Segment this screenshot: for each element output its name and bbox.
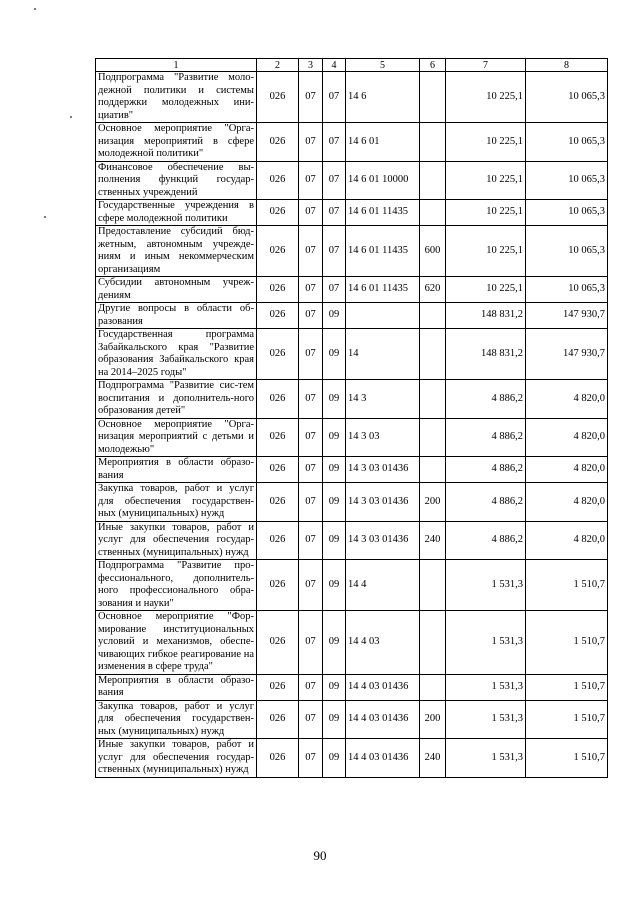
amount-cell: 1 531,3 [446, 560, 526, 611]
section-cell: 07 [299, 560, 323, 611]
subsection-cell: 07 [323, 123, 346, 162]
table-row [96, 380, 608, 419]
amount-cell: 1 510,7 [526, 739, 608, 778]
table-row [96, 418, 608, 457]
subsection-cell: 09 [323, 483, 346, 522]
subsection-cell: 09 [323, 329, 346, 380]
section-cell: 07 [299, 226, 323, 277]
admin-code-cell: 026 [257, 700, 299, 739]
admin-code-cell: 026 [257, 483, 299, 522]
subsection-cell: 09 [323, 611, 346, 675]
section-cell: 07 [299, 161, 323, 200]
column-header: 4 [323, 59, 346, 72]
expense-type-cell [420, 200, 446, 226]
admin-code-cell: 026 [257, 560, 299, 611]
budget-table [95, 58, 608, 778]
amount-cell: 10 065,3 [526, 277, 608, 303]
expense-type-cell [420, 611, 446, 675]
target-article-cell: 14 3 [346, 380, 420, 419]
amount-cell: 10 065,3 [526, 161, 608, 200]
column-header: 1 [96, 59, 257, 72]
scan-speck [70, 116, 72, 118]
table-row [96, 123, 608, 162]
table-body [96, 72, 608, 778]
row-name-cell: Государственные учреждения в сфере молодежной политики [96, 200, 257, 226]
scan-speck [34, 8, 36, 10]
section-cell: 07 [299, 329, 323, 380]
expense-type-cell [420, 380, 446, 419]
target-article-cell: 14 3 03 01436 [346, 483, 420, 522]
amount-cell: 10 225,1 [446, 226, 526, 277]
amount-cell: 147 930,7 [526, 303, 608, 329]
subsection-cell: 09 [323, 739, 346, 778]
section-cell: 07 [299, 521, 323, 560]
amount-cell: 4 820,0 [526, 418, 608, 457]
subsection-cell: 07 [323, 161, 346, 200]
row-name-cell: Подпрограмма "Развитие сис-тем воспитания и дополнитель-ного образования детей" [96, 380, 257, 419]
row-name-cell: Государственная программа Забайкальского края "Развитие образования Забайкальского края на 2014–2025 годы" [96, 329, 257, 380]
admin-code-cell: 026 [257, 521, 299, 560]
section-cell: 07 [299, 200, 323, 226]
table-row [96, 674, 608, 700]
row-name-cell: Мероприятия в области образо-вания [96, 457, 257, 483]
row-name-cell: Другие вопросы в области об-разования [96, 303, 257, 329]
expense-type-cell [420, 123, 446, 162]
amount-cell: 148 831,2 [446, 329, 526, 380]
expense-type-cell [420, 72, 446, 123]
subsection-cell: 09 [323, 674, 346, 700]
table-row [96, 521, 608, 560]
table-row [96, 329, 608, 380]
expense-type-cell: 240 [420, 739, 446, 778]
target-article-cell: 14 3 03 [346, 418, 420, 457]
amount-cell: 1 531,3 [446, 739, 526, 778]
target-article-cell: 14 6 [346, 72, 420, 123]
column-header: 6 [420, 59, 446, 72]
column-header: 3 [299, 59, 323, 72]
admin-code-cell: 026 [257, 277, 299, 303]
target-article-cell: 14 4 03 01436 [346, 700, 420, 739]
amount-cell: 10 065,3 [526, 200, 608, 226]
row-name-cell: Основное мероприятие "Орга-низация мероприятий в сфере молодежной политики" [96, 123, 257, 162]
section-cell: 07 [299, 123, 323, 162]
section-cell: 07 [299, 700, 323, 739]
amount-cell: 4 886,2 [446, 380, 526, 419]
amount-cell: 10 065,3 [526, 123, 608, 162]
expense-type-cell [420, 303, 446, 329]
expense-type-cell [420, 674, 446, 700]
target-article-cell: 14 6 01 11435 [346, 200, 420, 226]
target-article-cell: 14 4 03 [346, 611, 420, 675]
amount-cell: 10 225,1 [446, 72, 526, 123]
expense-type-cell [420, 161, 446, 200]
target-article-cell: 14 6 01 10000 [346, 161, 420, 200]
target-article-cell: 14 4 03 01436 [346, 674, 420, 700]
admin-code-cell: 026 [257, 739, 299, 778]
amount-cell: 4 820,0 [526, 483, 608, 522]
amount-cell: 4 886,2 [446, 457, 526, 483]
target-article-cell: 14 6 01 11435 [346, 226, 420, 277]
expense-type-cell: 620 [420, 277, 446, 303]
expense-type-cell: 200 [420, 700, 446, 739]
subsection-cell: 07 [323, 226, 346, 277]
row-name-cell: Предоставление субсидий бюд-жетным, автономным учрежде-ниям и иным некоммерческим организациям [96, 226, 257, 277]
scan-speck [44, 216, 46, 218]
row-name-cell: Подпрограмма "Развитие моло-дежной политики и системы поддержки молодежных ини-циатив" [96, 72, 257, 123]
amount-cell: 4 886,2 [446, 521, 526, 560]
page-number: 90 [313, 848, 327, 863]
table-row [96, 303, 608, 329]
section-cell: 07 [299, 303, 323, 329]
amount-cell: 148 831,2 [446, 303, 526, 329]
amount-cell: 10 065,3 [526, 226, 608, 277]
expense-type-cell [420, 457, 446, 483]
section-cell: 07 [299, 277, 323, 303]
amount-cell: 10 225,1 [446, 200, 526, 226]
target-article-cell: 14 6 01 11435 [346, 277, 420, 303]
subsection-cell: 09 [323, 560, 346, 611]
row-name-cell: Финансовое обеспечение вы-полнения функций государ-ственных учреждений [96, 161, 257, 200]
amount-cell: 10 225,1 [446, 277, 526, 303]
subsection-cell: 09 [323, 521, 346, 560]
section-cell: 07 [299, 72, 323, 123]
section-cell: 07 [299, 611, 323, 675]
table-row [96, 200, 608, 226]
table-row [96, 161, 608, 200]
admin-code-cell: 026 [257, 303, 299, 329]
section-cell: 07 [299, 418, 323, 457]
row-name-cell: Мероприятия в области образо-вания [96, 674, 257, 700]
section-cell: 07 [299, 380, 323, 419]
expense-type-cell [420, 329, 446, 380]
amount-cell: 10 065,3 [526, 72, 608, 123]
amount-cell: 1 510,7 [526, 560, 608, 611]
target-article-cell: 14 6 01 [346, 123, 420, 162]
subsection-cell: 07 [323, 200, 346, 226]
table-row [96, 483, 608, 522]
row-name-cell: Подпрограмма "Развитие про-фессионального, дополнитель-ного профессионального обра-зования и науки" [96, 560, 257, 611]
subsection-cell: 07 [323, 72, 346, 123]
admin-code-cell: 026 [257, 457, 299, 483]
admin-code-cell: 026 [257, 380, 299, 419]
admin-code-cell: 026 [257, 329, 299, 380]
column-header: 2 [257, 59, 299, 72]
section-cell: 07 [299, 674, 323, 700]
subsection-cell: 09 [323, 380, 346, 419]
amount-cell: 147 930,7 [526, 329, 608, 380]
table-row [96, 611, 608, 675]
amount-cell: 10 225,1 [446, 123, 526, 162]
admin-code-cell: 026 [257, 123, 299, 162]
amount-cell: 4 820,0 [526, 380, 608, 419]
admin-code-cell: 026 [257, 611, 299, 675]
amount-cell: 1 510,7 [526, 700, 608, 739]
table-row [96, 700, 608, 739]
row-name-cell: Основное мероприятие "Орга-низация мероприятий с детьми и молодежью" [96, 418, 257, 457]
target-article-cell: 14 3 03 01436 [346, 521, 420, 560]
target-article-cell: 14 4 [346, 560, 420, 611]
section-cell: 07 [299, 739, 323, 778]
admin-code-cell: 026 [257, 418, 299, 457]
amount-cell: 4 820,0 [526, 521, 608, 560]
column-header: 5 [346, 59, 420, 72]
amount-cell: 1 531,3 [446, 700, 526, 739]
amount-cell: 1 510,7 [526, 674, 608, 700]
admin-code-cell: 026 [257, 226, 299, 277]
subsection-cell: 09 [323, 418, 346, 457]
amount-cell: 1 531,3 [446, 674, 526, 700]
admin-code-cell: 026 [257, 674, 299, 700]
row-name-cell: Закупка товаров, работ и услуг для обеспечения государствен-ных (муниципальных) нужд [96, 483, 257, 522]
expense-type-cell [420, 418, 446, 457]
table-row [96, 739, 608, 778]
table-row [96, 277, 608, 303]
table-row [96, 226, 608, 277]
target-article-cell: 14 3 03 01436 [346, 457, 420, 483]
column-header: 8 [526, 59, 608, 72]
expense-type-cell: 600 [420, 226, 446, 277]
target-article-cell [346, 303, 420, 329]
admin-code-cell: 026 [257, 72, 299, 123]
amount-cell: 10 225,1 [446, 161, 526, 200]
row-name-cell: Закупка товаров, работ и услуг для обеспечения государствен-ных (муниципальных) нужд [96, 700, 257, 739]
expense-type-cell [420, 560, 446, 611]
row-name-cell: Основное мероприятие "Фор-мирование институциональных условий и механизмов, обеспе-чивающих гибкое реагирование на изменения в сфере труда" [96, 611, 257, 675]
table-header-row [96, 59, 608, 72]
section-cell: 07 [299, 483, 323, 522]
row-name-cell: Иные закупки товаров, работ и услуг для обеспечения государ-ственных (муниципальных) нужд [96, 521, 257, 560]
amount-cell: 1 510,7 [526, 611, 608, 675]
target-article-cell: 14 [346, 329, 420, 380]
admin-code-cell: 026 [257, 200, 299, 226]
subsection-cell: 09 [323, 303, 346, 329]
amount-cell: 4 820,0 [526, 457, 608, 483]
row-name-cell: Субсидии автономным учреж-дениям [96, 277, 257, 303]
amount-cell: 1 531,3 [446, 611, 526, 675]
subsection-cell: 09 [323, 700, 346, 739]
subsection-cell: 09 [323, 457, 346, 483]
section-cell: 07 [299, 457, 323, 483]
table-row [96, 457, 608, 483]
column-header: 7 [446, 59, 526, 72]
amount-cell: 4 886,2 [446, 418, 526, 457]
admin-code-cell: 026 [257, 161, 299, 200]
expense-type-cell: 240 [420, 521, 446, 560]
table-row [96, 560, 608, 611]
table-row [96, 72, 608, 123]
target-article-cell: 14 4 03 01436 [346, 739, 420, 778]
subsection-cell: 07 [323, 277, 346, 303]
amount-cell: 4 886,2 [446, 483, 526, 522]
expense-type-cell: 200 [420, 483, 446, 522]
row-name-cell: Иные закупки товаров, работ и услуг для обеспечения государ-ственных (муниципальных) нужд [96, 739, 257, 778]
